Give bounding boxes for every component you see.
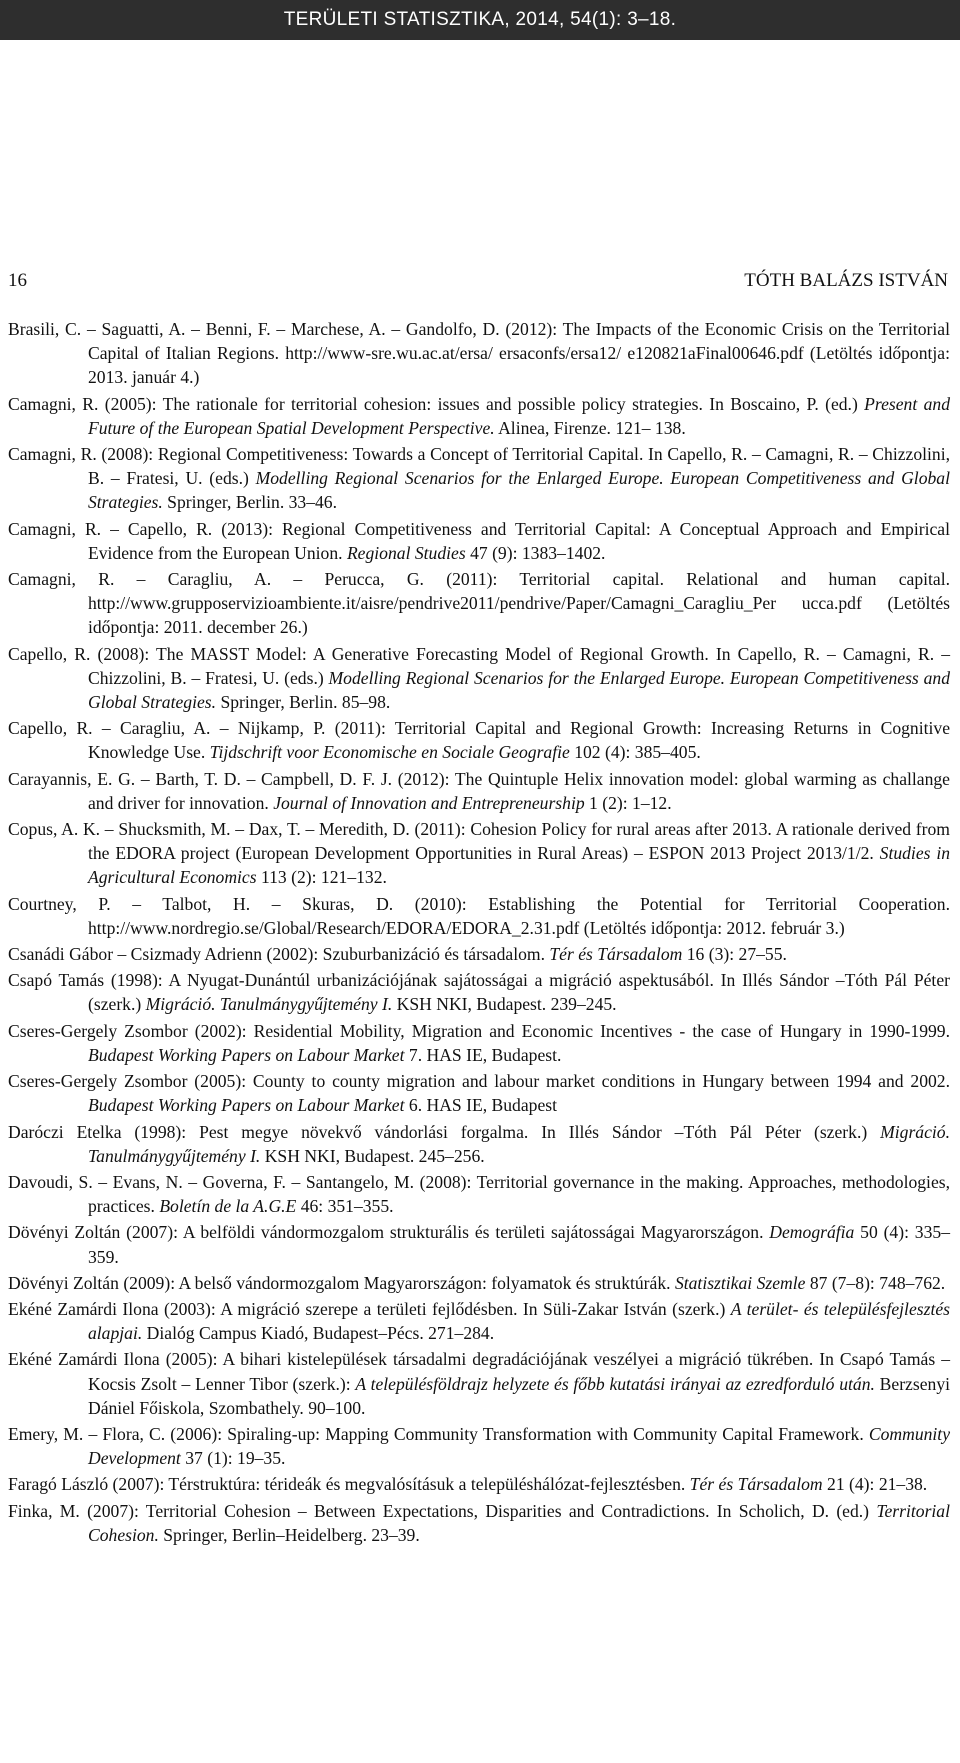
reference-entry xyxy=(8,942,950,966)
reference-entry xyxy=(8,968,950,1016)
reference-italic-title: Migráció. Tanulmánygyűjtemény I. xyxy=(145,994,393,1015)
reference-entry xyxy=(8,1297,950,1345)
reference-entry xyxy=(8,567,950,640)
reference-text: Carayannis, E. G. ‒ Barth, T. D. ‒ Campbell, D. F. J. (2012): The Quintuple Helix innovation model: global warming as challange and driver for innovation. xyxy=(8,768,950,813)
reference-tail: 47 (9): 1383‒1402. xyxy=(465,542,606,563)
reference-entry xyxy=(8,1019,950,1067)
reference-italic-title: Budapest Working Papers on Labour Market xyxy=(88,1044,405,1065)
reference-tail: KSH NKI, Budapest. 245‒256. xyxy=(260,1145,485,1166)
reference-entry xyxy=(8,892,950,940)
reference-italic-title: Boletín de la A.G.E xyxy=(159,1196,297,1217)
reference-entry xyxy=(8,716,950,764)
reference-tail: 87 (7‒8): 748‒762. xyxy=(805,1272,946,1293)
reference-text: Copus, A. K. ‒ Shucksmith, M. ‒ Dax, T. ‒ Meredith, D. (2011): Cohesion Policy for rural areas after 2013. A rationale derived from the EDORA project (European Development Opportunities in Rural Areas) ‒ ESPON 2013 Project 2013/1/2. xyxy=(8,819,950,864)
reference-tail: Springer, Berlin. 85‒98. xyxy=(216,692,391,713)
reference-text: Courtney, P. ‒ Talbot, H. ‒ Skuras, D. (2010): Establishing the Potential for Territorial Cooperation. http://www.nordregio.se/Global/Research/EDORA/EDORA_2.31.pdf (Letöltés időpontja: 2012. február 3.) xyxy=(8,893,950,938)
reference-text: Camagni, R. ‒ Caragliu, A. ‒ Perucca, G. (2011): Territorial capital. Relational and human capital. http://www.grupposervizioambiente.it/aisre/pendrive2011/pendrive/Paper/Camagni_Caragliu_Per ucca.pdf (Letöltés időpontja: 2011. december 26.) xyxy=(8,569,950,638)
reference-tail: 37 (1): 19‒35. xyxy=(180,1448,286,1469)
reference-text: Davoudi, S. ‒ Evans, N. ‒ Governa, F. ‒ Santangelo, M. (2008): Territorial governance in the making. Approaches, methodologies, practices. xyxy=(8,1171,950,1217)
reference-text: Ekéné Zamárdi Ilona (2005): A bihari kistelepülések társadalmi degradációjának veszélyei a migráció tükrében. In Csapó Tamás ‒ Kocsis Zsolt ‒ Lenner Tibor (szerk.): xyxy=(8,1349,950,1394)
reference-tail: Dialóg Campus Kiadó, Budapest‒Pécs. 271‒284. xyxy=(142,1323,495,1344)
reference-tail: 16 (3): 27‒55. xyxy=(682,944,787,965)
reference-italic-title: Demográfia xyxy=(769,1222,855,1243)
reference-italic-title: Territorial Cohesion. xyxy=(88,1500,950,1545)
reference-italic-title: Tijdschrift voor Economische en Sociale Geografie xyxy=(209,742,570,763)
reference-text: Capello, R. ‒ Caragliu, A. ‒ Nijkamp, P. (2011): Territorial Capital and Regional Growth: Increasing Returns in Cognitive Knowledge Use. xyxy=(8,718,950,763)
reference-text: Finka, M. (2007): Territorial Cohesion ‒ Between Expectations, Disparities and Contradictions. In Scholich, D. (ed.) xyxy=(8,1500,877,1521)
reference-entry xyxy=(8,392,950,440)
reference-italic-title: Tér és Társadalom xyxy=(549,944,683,965)
reference-text: Brasili, C. ‒ Saguatti, A. ‒ Benni, F. ‒ Marchese, A. ‒ Gandolfo, D. (2012): The Impacts of the Economic Crisis on the Territorial Capital of Italian Regions. http://www-sre.wu.ac.at/ersa/ ersaconfs/ersa12/ e120821aFinal00646.pdf (Letöltés időpontja: 2013. január 4.) xyxy=(8,319,950,388)
reference-list xyxy=(8,317,950,1549)
reference-text: Camagni, R. (2008): Regional Competitiveness: Towards a Concept of Territorial Capital. In Capello, R. ‒ Camagni, R. ‒ Chizzolini, B. ‒ Fratesi, U. (eds.) xyxy=(8,444,950,489)
reference-text: Cseres-Gergely Zsombor (2005): County to county migration and labour market conditions in Hungary between 1994 and 2002. xyxy=(8,1071,950,1092)
reference-italic-title: Statisztikai Szemle xyxy=(674,1272,806,1293)
running-author: TÓTH BALÁZS ISTVÁN xyxy=(744,270,948,291)
reference-entry xyxy=(8,1271,950,1295)
reference-entry xyxy=(8,442,950,515)
reference-italic-title: A településföldrajz helyzete és főbb kutatási irányai az ezredforduló után. xyxy=(355,1373,875,1394)
reference-text: Emery, M. ‒ Flora, C. (2006): Spiraling-up: Mapping Community Transformation with Community Capital Framework. xyxy=(8,1423,869,1444)
reference-entry xyxy=(8,1120,950,1168)
reference-tail: Springer, Berlin‒Heidelberg. 23‒39. xyxy=(158,1524,420,1545)
reference-entry xyxy=(8,1499,950,1547)
reference-entry xyxy=(8,317,950,390)
reference-text: Camagni, R. ‒ Capello, R. (2013): Regional Competitiveness and Territorial Capital: A Conceptual Approach and Empirical Evidence from the European Union. xyxy=(8,518,950,563)
reference-italic-title: Present and Future of the European Spatial Development Perspective. xyxy=(88,393,950,438)
reference-tail: Alinea, Firenze. 121‒ 138. xyxy=(494,417,686,438)
reference-tail: Berzsenyi Dániel Főiskola, Szombathely. 90‒100. xyxy=(88,1373,951,1418)
reference-entry xyxy=(8,1472,950,1496)
page-number: 16 xyxy=(8,270,27,291)
reference-tail: Springer, Berlin. 33‒46. xyxy=(162,492,338,513)
reference-text: Csapó Tamás (1998): A Nyugat-Dunántúl urbanizációjának sajátosságai a migráció aspektusából. In Illés Sándor ‒Tóth Pál Péter (szerk.) xyxy=(8,970,950,1015)
reference-text: Camagni, R. (2005): The rationale for territorial cohesion: issues and possible policy strategies. In Boscaino, P. (ed.) xyxy=(8,393,865,414)
reference-italic-title: Migráció. Tanulmánygyűjtemény I. xyxy=(88,1121,950,1166)
reference-tail: 6. HAS IE, Budapest xyxy=(404,1095,557,1116)
reference-tail: 50 (4): 335‒359. xyxy=(88,1222,950,1267)
reference-italic-title: Studies in Agricultural Economics xyxy=(88,843,950,888)
reference-entry xyxy=(8,1170,950,1218)
running-head xyxy=(0,268,960,294)
reference-entry xyxy=(8,1220,950,1268)
reference-text: Ekéné Zamárdi Ilona (2003): A migráció szerepe a területi fejlődésben. In Süli-Zakar István (szerk.) xyxy=(8,1298,731,1319)
reference-entry xyxy=(8,767,950,815)
reference-text: Csanádi Gábor ‒ Csizmady Adrienn (2002): Szuburbanizáció és társadalom. xyxy=(8,944,550,965)
reference-text: Cseres-Gergely Zsombor (2002): Residential Mobility, Migration and Economic Incentives - the case of Hungary in 1990-1999. xyxy=(8,1020,950,1041)
reference-italic-title: Modelling Regional Scenarios for the Enlarged Europe. European Competitiveness and Global Strategies. xyxy=(88,468,950,513)
reference-text: Daróczi Etelka (1998): Pest megye növekvő vándorlási forgalma. In Illés Sándor ‒Tóth Pál Péter (szerk.) xyxy=(8,1121,881,1142)
reference-tail: 113 (2): 121‒132. xyxy=(256,867,387,888)
reference-italic-title: Journal of Innovation and Entrepreneurship xyxy=(273,792,585,813)
reference-italic-title: Regional Studies xyxy=(346,542,466,563)
reference-tail: KSH NKI, Budapest. 239‒245. xyxy=(392,994,617,1015)
journal-header: TERÜLETI STATISZTIKA, 2014, 54(1): 3–18. xyxy=(0,0,960,40)
reference-tail: 102 (4): 385‒405. xyxy=(569,742,701,763)
reference-italic-title: A terület- és településfejlesztés alapjai. xyxy=(88,1298,950,1344)
reference-italic-title: Community Development xyxy=(88,1423,950,1469)
reference-tail: 21 (4): 21‒38. xyxy=(822,1474,928,1495)
reference-italic-title: Modelling Regional Scenarios for the Enlarged Europe. European Competitiveness and Global Strategies. xyxy=(88,667,950,713)
reference-entry xyxy=(8,1069,950,1117)
reference-tail: 1 (2): 1‒12. xyxy=(584,792,672,813)
reference-tail: 46: 351‒355. xyxy=(296,1196,394,1217)
reference-italic-title: Budapest Working Papers on Labour Market xyxy=(88,1095,405,1116)
reference-tail: 7. HAS IE, Budapest. xyxy=(404,1044,562,1065)
reference-text: Dövényi Zoltán (2007): A belföldi vándormozgalom strukturális és területi sajátosságai Magyarországon. xyxy=(8,1222,770,1243)
reference-italic-title: Tér és Társadalom xyxy=(689,1474,823,1495)
reference-text: Dövényi Zoltán (2009): A belső vándormozgalom Magyarországon: folyamatok és struktúrák. xyxy=(8,1272,675,1293)
reference-entry xyxy=(8,642,950,715)
reference-entry xyxy=(8,517,950,565)
reference-entry xyxy=(8,1347,950,1420)
reference-entry xyxy=(8,1422,950,1470)
reference-entry xyxy=(8,817,950,890)
reference-text: Faragó László (2007): Térstruktúra: térideák és megvalósításuk a településhálózat-fejlesztésben. xyxy=(8,1474,690,1495)
reference-text: Capello, R. (2008): The MASST Model: A Generative Forecasting Model of Regional Growth. In Capello, R. ‒ Camagni, R. ‒ Chizzolini, B. ‒ Fratesi, U. (eds.) xyxy=(8,643,950,688)
